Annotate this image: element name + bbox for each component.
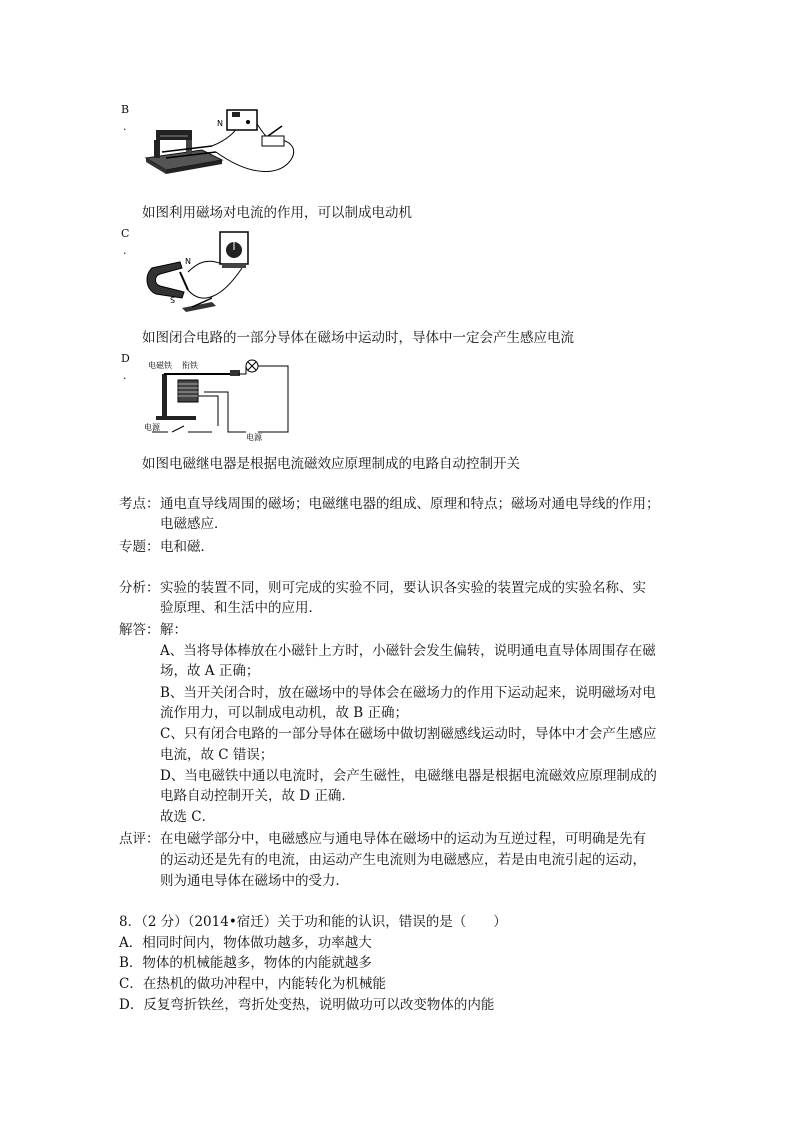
fig-c-n-label: N: [185, 257, 191, 266]
dianping-line-3: 则为通电导体在磁场中的受力．: [160, 873, 349, 889]
jieda-line-1: A、当将导体棒放在小磁针上方时，小磁针会发生偏转，说明通电直导体周围存在磁: [160, 643, 656, 659]
option-d-dot: .: [123, 369, 127, 382]
jieda-line-8: 电路自动控制开关，故 D 正确．: [160, 788, 355, 804]
fig-d-magnet-label: 电磁铁: [148, 361, 172, 370]
question-choice-c: C．在热机的做功冲程中，内能转化为机械能: [119, 976, 386, 992]
jieda-label: 解答：: [119, 622, 160, 638]
fig-b-n-label: N: [217, 119, 223, 128]
kaodian-label: 考点：: [119, 496, 160, 512]
dianping-line-1: 在电磁学部分中，电磁感应与通电导体在磁场中的运动为互逆过程，可明确是先有: [160, 831, 646, 847]
jieda-line-6: 电流，故 C 错误；: [160, 747, 274, 763]
question-choice-a: A．相同时间内，物体做功越多，功率越大: [119, 935, 372, 951]
option-c-dot: .: [123, 244, 127, 257]
kaodian-line-2: 电磁感应．: [160, 516, 228, 532]
question-choice-d: D．反复弯折铁丝，弯折处变热，说明做功可以改变物体的内能: [119, 997, 495, 1013]
jieda-line-2: 场，故 A 正确；: [160, 663, 260, 679]
option-b-caption: 如图利用磁场对电流的作用，可以制成电动机: [142, 205, 412, 221]
jieda-line-4: 流作用力，可以制成电动机，故 B 正确；: [160, 705, 409, 721]
jieda-line-3: B、当开关闭合时，放在磁场中的导体会在磁场力的作用下运动起来，说明磁场对电: [160, 685, 656, 701]
zhuanti-text: 电和磁．: [160, 539, 214, 555]
option-d-letter: D: [121, 352, 130, 365]
jieda-line-9: 故选 C．: [160, 809, 216, 825]
jieda-line-5: C、只有闭合电路的一部分导体在磁场中做切割磁感线运动时，导体中才会产生感应: [160, 726, 657, 742]
fig-d-power2-label: 电源: [246, 433, 262, 442]
dianping-line-2: 的运动还是先有的电流，由运动产生电流则为电磁感应，若是由电流引起的运动，: [160, 852, 646, 868]
fig-d-power1-label: 电源: [144, 423, 160, 432]
fenxi-label: 分析：: [119, 580, 160, 596]
kaodian-line-1: 通电直导线周围的磁场；电磁继电器的组成、原理和特点；磁场对通电导线的作用；: [160, 496, 660, 512]
option-b-letter: B: [121, 103, 130, 116]
zhuanti-label: 专题：: [119, 539, 160, 555]
jieda-first: 解：: [160, 622, 187, 638]
fig-c-s-label: S: [170, 296, 176, 305]
option-b-dot: .: [123, 120, 127, 133]
option-c-letter: C: [121, 227, 130, 240]
fenxi-line-2: 验原理、和生活中的应用．: [160, 600, 322, 616]
option-c-caption: 如图闭合电路的一部分导体在磁场中运动时，导体中一定会产生感应电流: [142, 330, 574, 346]
question-choice-b: B．物体的机械能越多，物体的内能就越多: [119, 955, 372, 971]
option-d-caption: 如图电磁继电器是根据电流磁效应原理制成的电路自动控制开关: [142, 456, 520, 472]
fenxi-line-1: 实验的装置不同，则可完成的实验不同，要认识各实验的装置完成的实验名称、实: [160, 580, 646, 596]
question-stem: 8．（2 分）（2014•宿迁）关于功和能的认识，错误的是（ ）: [119, 914, 507, 930]
dianping-label: 点评：: [119, 831, 160, 847]
figure-electromagnetic-relay: [142, 356, 292, 442]
figure-motor-experiment: [142, 108, 297, 186]
figure-induction-experiment: [142, 228, 252, 314]
fig-d-armature-label: 衔铁: [182, 361, 198, 370]
jieda-line-7: D、当电磁铁中通以电流时，会产生磁性，电磁继电器是根据电流磁效应原理制成的: [160, 768, 657, 784]
